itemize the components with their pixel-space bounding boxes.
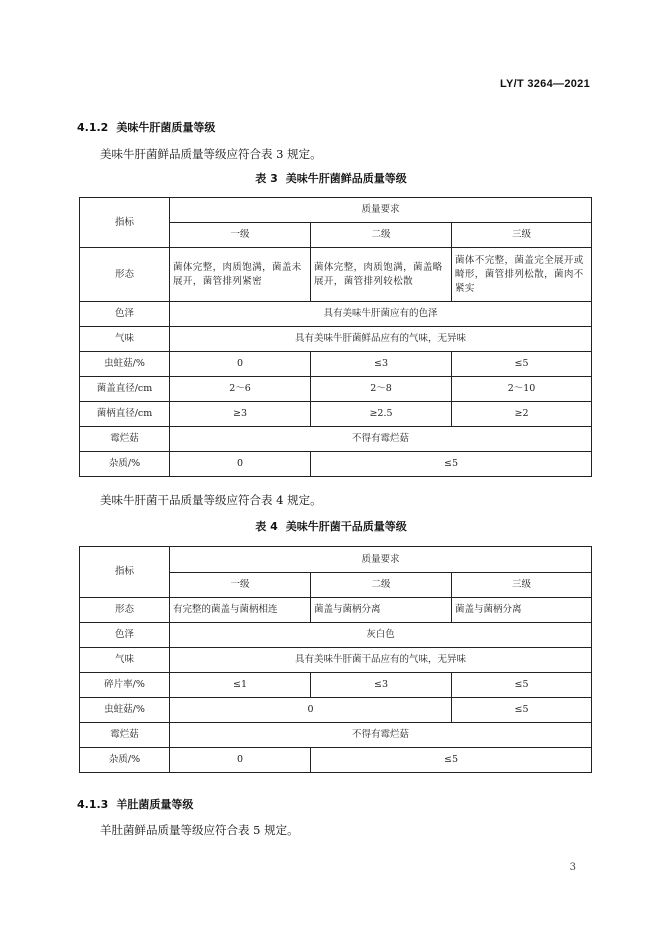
table-row (80, 547, 592, 573)
table-cell: 0 (170, 352, 311, 377)
table4-caption (0, 518, 662, 534)
table-cell: 0 (170, 452, 311, 477)
table-cell: ≤5 (452, 352, 592, 377)
table-cell: 气味 (80, 648, 170, 673)
section-number: 4.1.2 (77, 121, 109, 134)
table-cell: 色泽 (80, 302, 170, 327)
table-cell: 虫蛀菇/% (80, 698, 170, 723)
table-row (80, 452, 592, 477)
table-cell: 菌体不完整，菌盖完全展开或畸形，菌管排列松散，菌肉不紧实 (452, 248, 592, 302)
table-cell: ≤3 (311, 673, 452, 698)
table-cell: ≤5 (311, 748, 592, 773)
table3 (79, 197, 592, 477)
table-cell: 碎片率/% (80, 673, 170, 698)
table-cell: ≤1 (170, 673, 311, 698)
table-header-cell: 指标 (80, 547, 170, 598)
section-heading-4-1-3 (77, 796, 193, 812)
table-row (80, 352, 592, 377)
table-cell: ≥3 (170, 402, 311, 427)
table-header-cell: 一级 (170, 223, 311, 248)
table-cell: 菌盖直径/cm (80, 377, 170, 402)
table-cell: 霉烂菇 (80, 723, 170, 748)
table-row (80, 248, 592, 302)
table-cell: 形态 (80, 248, 170, 302)
table-cell: 2～10 (452, 377, 592, 402)
table-header-cell: 指标 (80, 198, 170, 248)
table-row (80, 623, 592, 648)
table-title: 美味牛肝菌鲜品质量等级 (285, 172, 407, 185)
paragraph-table3-ref: 美味牛肝菌鲜品质量等级应符合表 3 规定。 (100, 147, 322, 161)
section-title: 美味牛肝菌质量等级 (116, 121, 216, 134)
table-cell: 2～8 (311, 377, 452, 402)
table-number: 表 4 (255, 520, 278, 533)
table-cell: 菌柄直径/cm (80, 402, 170, 427)
table-row (80, 723, 592, 748)
table-cell: 不得有霉烂菇 (170, 723, 592, 748)
table-cell: 形态 (80, 598, 170, 623)
table4 (79, 546, 592, 773)
table-cell: 色泽 (80, 623, 170, 648)
table-cell: 不得有霉烂菇 (170, 427, 592, 452)
table-cell: ≤5 (452, 673, 592, 698)
table-cell: 具有美味牛肝菌应有的色泽 (170, 302, 592, 327)
table-title: 美味牛肝菌干品质量等级 (285, 520, 407, 533)
table-header-cell: 质量要求 (170, 547, 592, 573)
table-row (80, 302, 592, 327)
table-cell: 0 (170, 748, 311, 773)
table-row (80, 698, 592, 723)
table-cell: 菌盖与菌柄分离 (311, 598, 452, 623)
table-row (80, 748, 592, 773)
table-header-cell: 二级 (311, 223, 452, 248)
table-row (80, 377, 592, 402)
table-cell: ≤3 (311, 352, 452, 377)
table-row (80, 598, 592, 623)
table-header-cell: 质量要求 (170, 198, 592, 223)
paragraph-table5-ref: 羊肚菌鲜品质量等级应符合表 5 规定。 (100, 823, 299, 837)
table-row (80, 198, 592, 223)
table-row (80, 327, 592, 352)
table3-caption (0, 170, 662, 186)
table-cell: 菌体完整，肉质饱满，菌盖未展开，菌管排列紧密 (170, 248, 311, 302)
table-cell: ≤5 (311, 452, 592, 477)
table-cell: 具有美味牛肝菌鲜品应有的气味，无异味 (170, 327, 592, 352)
table-cell: 有完整的菌盖与菌柄相连 (170, 598, 311, 623)
section-title: 羊肚菌质量等级 (116, 798, 194, 811)
table-cell: 气味 (80, 327, 170, 352)
table-cell: ≥2 (452, 402, 592, 427)
table-row (80, 427, 592, 452)
table-header-cell: 一级 (170, 573, 311, 598)
table-cell: 霉烂菇 (80, 427, 170, 452)
table-cell: 菌体完整，肉质饱满，菌盖略展开，菌管排列较松散 (311, 248, 452, 302)
table-header-cell: 三级 (452, 573, 592, 598)
table-cell: 具有美味牛肝菌干品应有的气味，无异味 (170, 648, 592, 673)
table-cell: 菌盖与菌柄分离 (452, 598, 592, 623)
section-number: 4.1.3 (77, 798, 109, 811)
table-row (80, 648, 592, 673)
document-code: LY/T 3264—2021 (499, 78, 590, 90)
table-cell: 2～6 (170, 377, 311, 402)
table-cell: 杂质/% (80, 452, 170, 477)
table-cell: 0 (170, 698, 452, 723)
page-number: 3 (569, 862, 576, 873)
table-row (80, 673, 592, 698)
section-heading-4-1-2 (77, 119, 215, 135)
table-cell: ≥2.5 (311, 402, 452, 427)
table-row (80, 402, 592, 427)
table-header-cell: 二级 (311, 573, 452, 598)
table-cell: 杂质/% (80, 748, 170, 773)
table-cell: 灰白色 (170, 623, 592, 648)
paragraph-table4-ref: 美味牛肝菌干品质量等级应符合表 4 规定。 (100, 493, 322, 507)
table-cell: 虫蛀菇/% (80, 352, 170, 377)
table-cell: ≤5 (452, 698, 592, 723)
table-number: 表 3 (255, 172, 278, 185)
table-header-cell: 三级 (452, 223, 592, 248)
